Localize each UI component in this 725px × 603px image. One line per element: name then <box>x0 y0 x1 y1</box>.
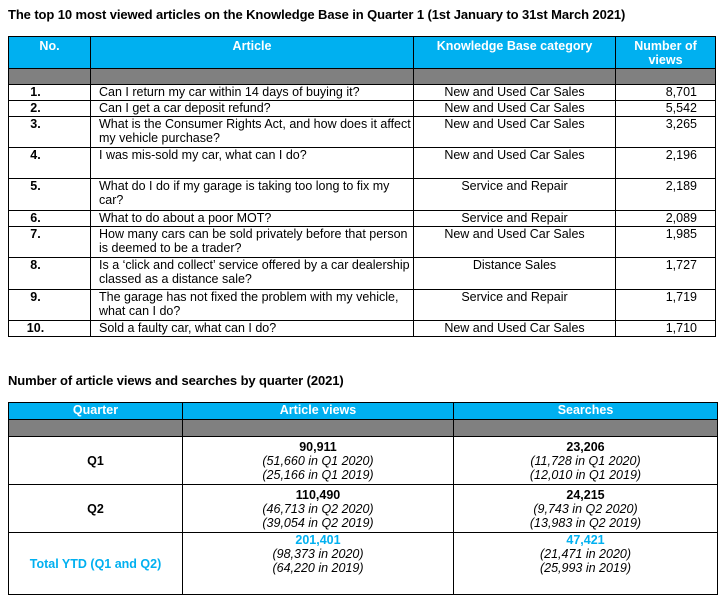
searches-total: 24,215 <box>566 487 605 502</box>
searches-cell <box>454 533 718 595</box>
article-views: 5,542 <box>616 101 716 117</box>
article-views-cell <box>183 533 454 595</box>
header-article-views: Article views <box>183 403 454 420</box>
table2-title: Number of article views and searches by quarter (2021) <box>8 373 344 388</box>
header-quarter: Quarter <box>9 403 183 420</box>
table-row <box>9 117 716 148</box>
row-number: 1. <box>9 85 91 101</box>
table-row <box>9 148 716 179</box>
row-number: 6. <box>9 211 91 227</box>
searches-cell <box>454 485 718 533</box>
article-category: New and Used Car Sales <box>414 148 616 179</box>
views-prev-2019: (39,054 in Q2 2019) <box>262 515 374 530</box>
article-title: The garage has not fixed the problem with my vehicle, what can I do? <box>91 290 414 321</box>
article-views: 2,189 <box>616 179 716 211</box>
searches-total: 23,206 <box>566 439 605 454</box>
row-number: 3. <box>9 117 91 148</box>
spacer-row <box>9 420 718 437</box>
article-views: 1,719 <box>616 290 716 321</box>
article-views-cell <box>183 485 454 533</box>
article-category: Service and Repair <box>414 211 616 227</box>
header-views-line1: Number of <box>634 39 697 53</box>
row-number: 9. <box>9 290 91 321</box>
table-row <box>9 437 718 485</box>
header-no: No. <box>9 37 91 69</box>
table-row <box>9 258 716 290</box>
total-ytd-label: Total YTD (Q1 and Q2) <box>9 533 183 595</box>
header-searches: Searches <box>454 403 718 420</box>
article-category: New and Used Car Sales <box>414 101 616 117</box>
article-views-cell <box>183 437 454 485</box>
searches-prev-2020: (9,743 in Q2 2020) <box>533 501 638 516</box>
table-row <box>9 321 716 337</box>
article-category: New and Used Car Sales <box>414 227 616 258</box>
table-header-row <box>9 37 716 69</box>
views-prev-2019: (64,220 in 2019) <box>272 561 364 575</box>
article-title: What to do about a poor MOT? <box>91 211 414 227</box>
article-category: Service and Repair <box>414 290 616 321</box>
table-row <box>9 227 716 258</box>
views-searches-table <box>8 402 718 595</box>
table-row <box>9 179 716 211</box>
searches-total: 47,421 <box>566 533 605 547</box>
article-category: New and Used Car Sales <box>414 85 616 101</box>
article-category: Service and Repair <box>414 179 616 211</box>
row-number: 8. <box>9 258 91 290</box>
quarter-label: Q2 <box>9 485 183 533</box>
article-title: Can I return my car within 14 days of buying it? <box>91 85 414 101</box>
table-row <box>9 101 716 117</box>
article-views: 3,265 <box>616 117 716 148</box>
table-row <box>9 290 716 321</box>
article-views: 8,701 <box>616 85 716 101</box>
article-title: What do I do if my garage is taking too long to fix my car? <box>91 179 414 211</box>
table-row <box>9 85 716 101</box>
views-total: 201,401 <box>295 533 341 547</box>
table1-title: The top 10 most viewed articles on the Knowledge Base in Quarter 1 (1st January to 31st March 2021) <box>8 7 626 22</box>
article-title: What is the Consumer Rights Act, and how does it affect my vehicle purchase? <box>91 117 414 148</box>
header-views-line2: views <box>648 53 683 67</box>
article-title: I was mis-sold my car, what can I do? <box>91 148 414 179</box>
row-number: 10. <box>9 321 91 337</box>
views-prev-2020: (51,660 in Q1 2020) <box>262 453 374 468</box>
views-prev-2019: (25,166 in Q1 2019) <box>262 467 374 482</box>
header-category: Knowledge Base category <box>414 37 616 69</box>
article-views: 1,710 <box>616 321 716 337</box>
searches-prev-2019: (13,983 in Q2 2019) <box>529 515 642 530</box>
article-title: How many cars can be sold privately before that person is deemed to be a trader? <box>91 227 414 258</box>
article-category: New and Used Car Sales <box>414 321 616 337</box>
searches-prev-2020: (11,728 in Q1 2020) <box>530 453 641 468</box>
searches-cell <box>454 437 718 485</box>
row-number: 7. <box>9 227 91 258</box>
views-prev-2020: (98,373 in 2020) <box>272 547 364 561</box>
searches-prev-2019: (12,010 in Q1 2019) <box>529 467 642 482</box>
article-title: Sold a faulty car, what can I do? <box>91 321 414 337</box>
searches-prev-2020: (21,471 in 2020) <box>539 547 632 561</box>
article-views: 2,089 <box>616 211 716 227</box>
article-title: Is a ‘click and collect’ service offered by a car dealership classed as a distance sale? <box>91 258 414 290</box>
views-total: 110,490 <box>295 487 341 502</box>
quarter-label: Q1 <box>9 437 183 485</box>
article-views: 2,196 <box>616 148 716 179</box>
row-number: 5. <box>9 179 91 211</box>
row-number: 2. <box>9 101 91 117</box>
top-articles-table <box>8 36 716 337</box>
spacer-row <box>9 69 716 85</box>
header-article: Article <box>91 37 414 69</box>
header-views <box>616 37 716 69</box>
article-title: Can I get a car deposit refund? <box>91 101 414 117</box>
searches-prev-2019: (25,993 in 2019) <box>539 561 632 575</box>
views-total: 90,911 <box>299 439 337 454</box>
row-number: 4. <box>9 148 91 179</box>
article-views: 1,985 <box>616 227 716 258</box>
views-prev-2020: (46,713 in Q2 2020) <box>262 501 374 516</box>
article-views: 1,727 <box>616 258 716 290</box>
table-row <box>9 211 716 227</box>
table-total-row <box>9 533 718 595</box>
table-row <box>9 485 718 533</box>
article-category: Distance Sales <box>414 258 616 290</box>
table-header-row <box>9 403 718 420</box>
article-category: New and Used Car Sales <box>414 117 616 148</box>
